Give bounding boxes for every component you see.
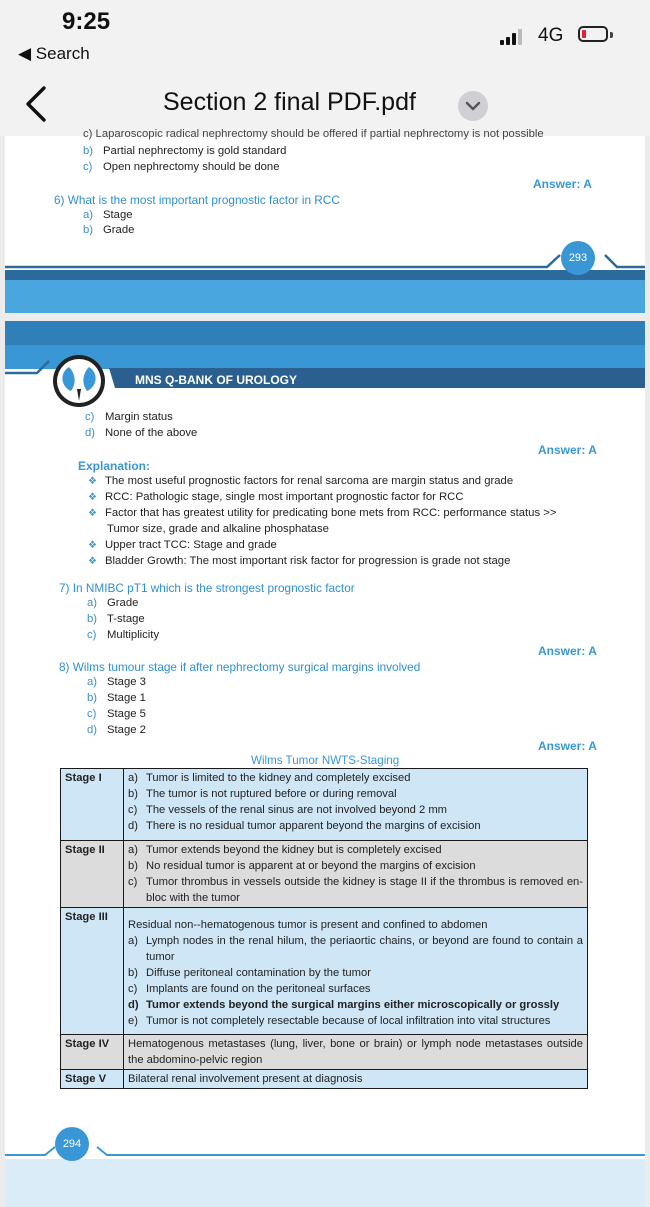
q7-option-b: b) T-stage — [87, 613, 145, 625]
stage-label: Stage IV — [61, 1035, 124, 1070]
stage-description: a) Tumor is limited to the kidney and completely excised b) The tumor is not ruptured before or during removal c) The vessels of the renal sinus are not involved beyond 2 mm d) There is no residual tumor apparent beyond the margins of excision — [124, 769, 588, 841]
answer-label: Answer: A — [538, 443, 597, 457]
stage-label: Stage III — [61, 908, 124, 1035]
question-8: 8) Wilms tumour stage if after nephrectomy surgical margins involved — [59, 660, 421, 674]
answer-label: Answer: A — [533, 177, 592, 191]
table-row-stage-2 — [61, 841, 588, 908]
title-chevron-down-icon[interactable] — [458, 91, 488, 121]
explanation-bullet: ❖ Bladder Growth: The most important risk factor for progression is grade not stage — [88, 555, 511, 567]
q7-option-c: c) Multiplicity — [87, 629, 160, 641]
pdf-page-294 — [5, 321, 645, 1200]
answer-label: Answer: A — [538, 739, 597, 753]
cut-off-line: c) Laparoscopic radical nephrectomy should be offered if partial nephrectomy is not possible — [83, 128, 544, 140]
cellular-signal-icon — [500, 29, 524, 45]
stage-label: Stage I — [61, 769, 124, 841]
stage-description: Residual non--hematogenous tumor is present and confined to abdomen a) Lymph nodes in the renal hilum, the periaortic chains, or beyond are found to contain a tumor b) Diffuse peritoneal contamination by the tumor c) Implants are found on the peritoneal surfaces d) Tumor extends beyond the surgical margins either microscopically or grossly e) Tumor is not completely resectable because of local infiltration into vital structures — [124, 908, 588, 1035]
table-row-stage-3 — [61, 908, 588, 1035]
urology-logo-icon — [51, 353, 107, 409]
navigation-bar — [0, 74, 650, 136]
page-number-badge: 294 — [55, 1127, 89, 1161]
stage-description: a) Tumor extends beyond the kidney but is completely excised b) No residual tumor is apparent at or beyond the margins of excision c) Tumor thrombus in vessels outside the kidney is stage II if the thrombus is removed en-bloc with the tumor — [124, 841, 588, 908]
page-header-title: MNS Q-BANK OF UROLOGY — [135, 373, 297, 387]
q8-option-c: c) Stage 5 — [87, 708, 146, 720]
explanation-continuation: Tumor size, grade and alkaline phosphatase — [107, 523, 329, 535]
stage-label: Stage II — [61, 841, 124, 908]
network-type: 4G — [538, 25, 564, 46]
q6-option-b: b) Grade — [83, 224, 135, 236]
status-time: 9:25 — [62, 8, 111, 35]
table-row-stage-5 — [61, 1070, 588, 1089]
q7-option-a: a) Grade — [87, 597, 139, 609]
stage-label: Stage V — [61, 1070, 124, 1089]
back-to-search-link[interactable]: ◀ Search — [18, 44, 90, 63]
table-title: Wilms Tumor NWTS-Staging — [251, 754, 400, 767]
option-c: c) Open nephrectomy should be done — [83, 161, 280, 173]
q8-option-a: a) Stage 3 — [87, 676, 146, 688]
document-title[interactable]: Section 2 final PDF.pdf — [163, 88, 416, 116]
page-footer-band — [5, 1147, 645, 1207]
stage-description: Bilateral renal involvement present at diagnosis — [124, 1070, 588, 1089]
battery-icon — [578, 26, 608, 42]
pdf-page-293 — [5, 128, 645, 313]
q8-option-d: d) Stage 2 — [87, 724, 146, 736]
option-b: b) Partial nephrectomy is gold standard — [83, 145, 287, 157]
wilms-staging-table — [60, 768, 588, 1089]
explanation-bullet: ❖ Factor that has greatest utility for predicating bone mets from RCC: performance status >> — [88, 507, 557, 519]
explanation-bullet: ❖ Upper tract TCC: Stage and grade — [88, 539, 277, 551]
explanation-bullet: ❖ RCC: Pathologic stage, single most important prognostic factor for RCC — [88, 491, 464, 503]
stage-description: Hematogenous metastases (lung, liver, bone or brain) or lymph node metastases outside the abdomino-pelvic region — [124, 1035, 588, 1070]
explanation-bullet: ❖ The most useful prognostic factors for renal sarcoma are margin status and grade — [88, 475, 514, 487]
status-bar — [0, 0, 650, 74]
back-chevron-icon[interactable] — [18, 84, 56, 124]
q6-option-d: d) None of the above — [85, 427, 198, 439]
answer-label: Answer: A — [538, 644, 597, 658]
explanation-heading: Explanation: — [78, 459, 151, 473]
table-row-stage-1 — [61, 769, 588, 841]
page-number-badge: 293 — [561, 241, 595, 275]
q6-option-a: a) Stage — [83, 209, 133, 221]
q6-option-c: c) Margin status — [85, 411, 173, 423]
question-6: 6) What is the most important prognostic factor in RCC — [54, 193, 340, 207]
question-7: 7) In NMIBC pT1 which is the strongest prognostic factor — [59, 581, 355, 595]
page-footer-band — [5, 244, 645, 313]
q8-option-b: b) Stage 1 — [87, 692, 146, 704]
table-row-stage-4 — [61, 1035, 588, 1070]
